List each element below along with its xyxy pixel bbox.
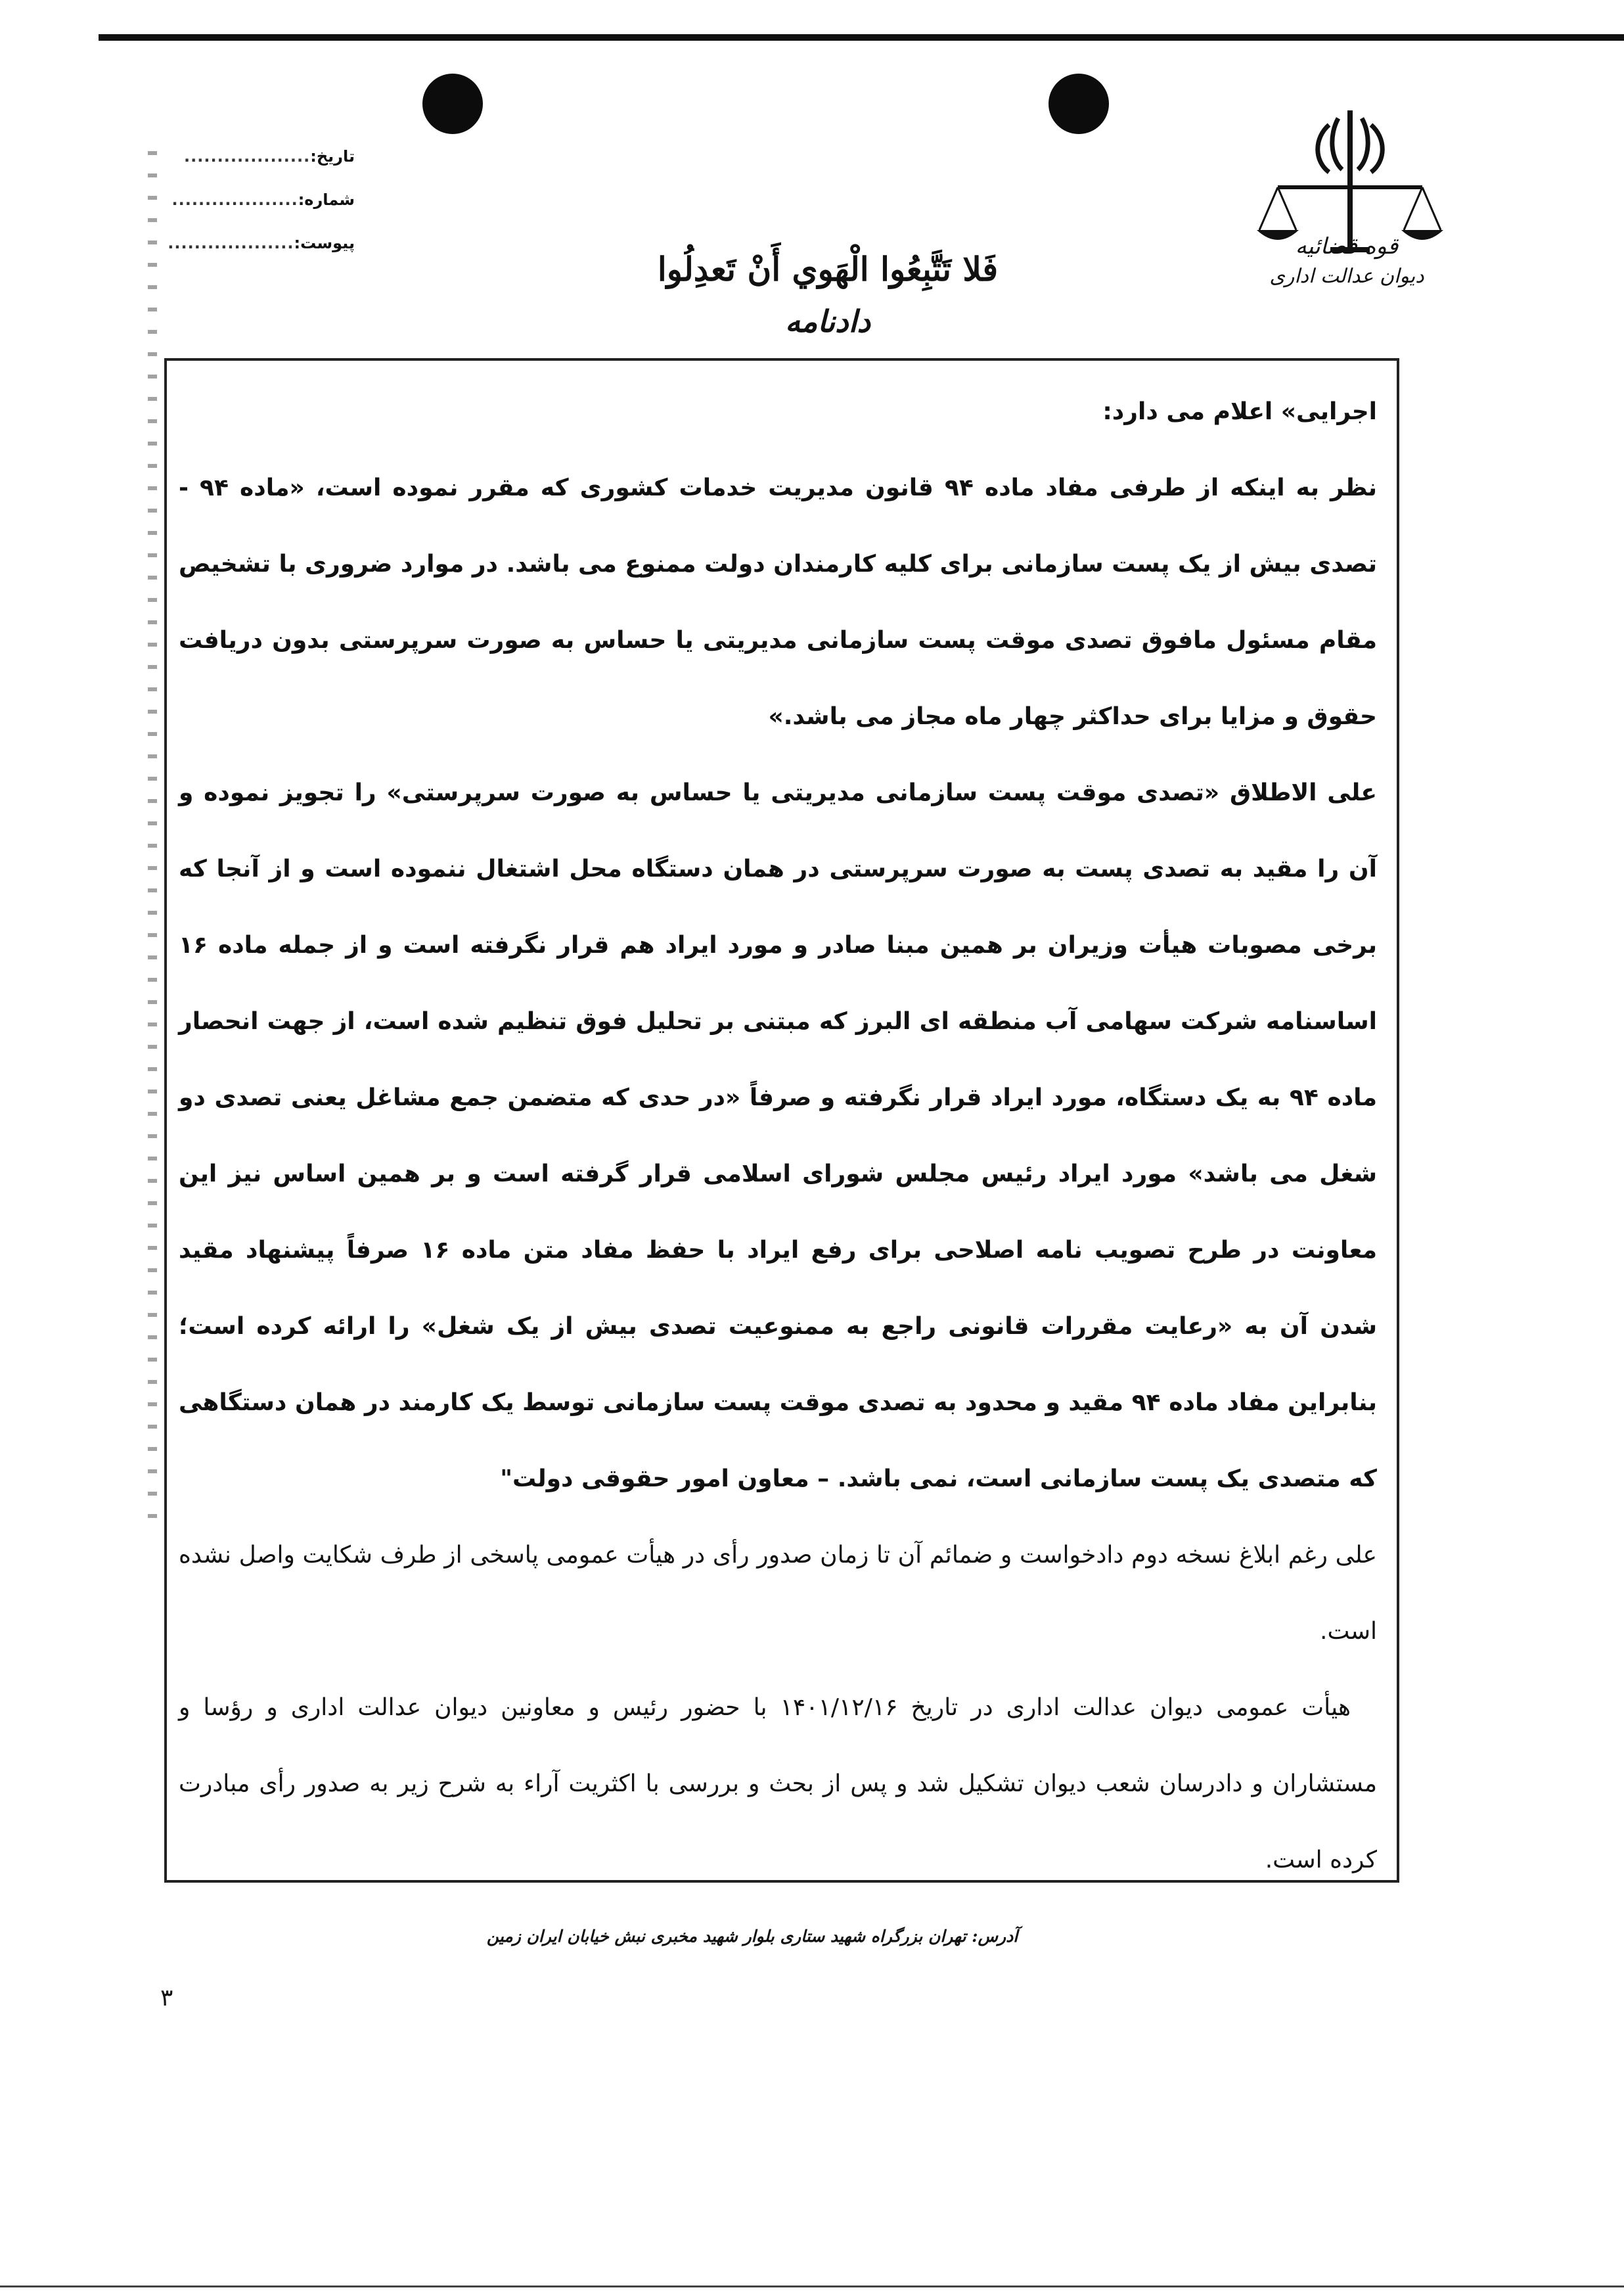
document-title: دادنامه (785, 304, 870, 339)
body-paragraph-3: علی الاطلاق «تصدی موقت پست سازمانی مدیریتی یا حساس به صورت سرپرستی» را تجویز نموده و آن را مقید به تصدی پست به صورت سرپرستی در همان دستگاه محل اشتغال ننموده است و از آنجا که برخی مصوبات هیأت وزیران بر همین مبنا صادر و مورد ایراد هم قرار نگرفته است و از جمله ماده ۱۶ اساسنامه شرکت سهامی آب منطقه ای البرز که مبتنی بر تحلیل فوق تنظیم شده است، از جهت انحصار ماده ۹۴ به یک دستگاه، مورد ایراد قرار نگرفته و صرفاً «در حدی که متضمن جمع مشاغل یعنی تصدی دو شغل می باشد» مورد ایراد رئیس مجلس شورای اسلامی قرار گرفته است و بر همین اساس نیز این معاونت در طرح تصویب نامه اصلاحی برای رفع ایراد با حفظ مفاد متن ماده ۱۶ صرفاً پیشنهاد مقید شدن آن به «رعایت مقررات قانونی راجع به ممنوعیت تصدی بیش از یک شغل» را ارائه کرده است؛ بنابراین مفاد ماده ۹۴ مقید و محدود به تصدی موقت پست سازمانی توسط یک کارمند در همان دستگاهی که متصدی یک پست سازمانی است، نمی باشد. – معاون امور حقوقی دولت" (179, 779, 1377, 1492)
bottom-rule (0, 2285, 1624, 2287)
emblem-caption (1242, 233, 1452, 288)
meta-number: شماره: ................... (171, 191, 355, 209)
emblem-caption-court: دیوان عدالت اداری (1269, 265, 1424, 288)
punch-hole-right (1049, 74, 1109, 134)
meta-attachment: پیوست: ................... (168, 234, 355, 252)
body-paragraph-1: اجرایی» اعلام می دارد: (1102, 398, 1377, 425)
top-rule (99, 34, 1624, 41)
punch-hole-left (422, 74, 483, 134)
scan-edge-marks (148, 151, 157, 1531)
verdict-body (179, 374, 1377, 1898)
body-paragraph-5: هیأت عمومی دیوان عدالت اداری در تاریخ ۱۴۰۱/۱۲/۱۶ با حضور رئیس و معاونین دیوان عدالت اداری و رؤسا و مستشاران و دادرسان شعب دیوان تشکیل شد و پس از بحث و بررسی با اکثریت آراء به شرح زیر به صدور رأی مبادرت کرده است. (179, 1694, 1377, 1873)
body-paragraph-2: نظر به اینکه از طرفی مفاد ماده ۹۴ قانون مدیریت خدمات کشوری که مقرر نموده است، «ماده ۹۴ - تصدی بیش از یک پست سازمانی برای کلیه کارمندان دولت ممنوع می باشد. در موارد ضروری با تشخیص مقام مسئول مافوق تصدی موقت پست سازمانی مدیریتی یا حساس به صورت سرپرستی بدون دریافت حقوق و مزایا برای حداکثر چهار ماه مجاز می باشد.» (179, 474, 1377, 730)
header-verse: فَلا تَتَّبِعُوا الْهَوي أَنْ تَعدِلُوا (657, 250, 999, 288)
emblem-caption-judiciary: قوه قضائیه (1295, 233, 1399, 260)
meta-date: تاریخ: ................... (184, 147, 355, 166)
page-number: ۳ (160, 1985, 173, 2011)
document-meta (168, 135, 355, 265)
verdict-body-frame (164, 358, 1399, 1883)
body-paragraph-4: علی رغم ابلاغ نسخه دوم دادخواست و ضمائم آن تا زمان صدور رأی در هیأت عمومی پاسخی از طرف شکایت واصل نشده است. (179, 1542, 1377, 1645)
footer-address: آدرس: تهران بزرگراه شهید ستاری بلوار شهید مخبری نبش خیابان ایران زمین (486, 1927, 1018, 1946)
